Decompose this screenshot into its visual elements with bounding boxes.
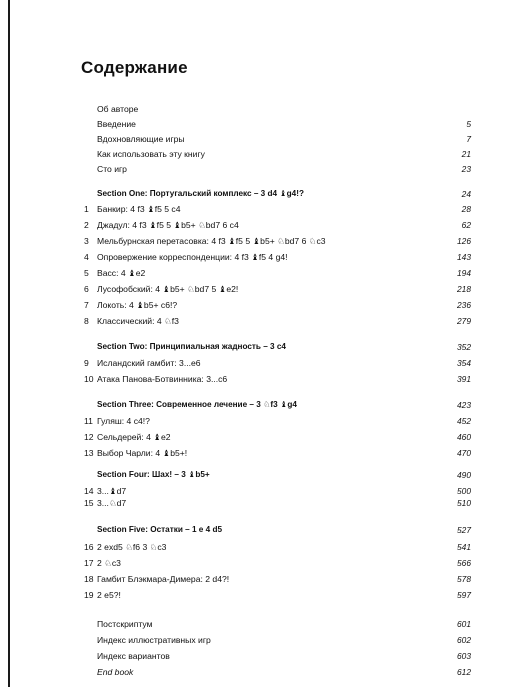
toc-entry-number: 19 — [84, 590, 94, 600]
toc-entry — [0, 617, 527, 631]
toc-entry-page: 460 — [457, 432, 471, 442]
toc-entry-title: Section Two: Принципиальная жадность – 3 c4 — [97, 342, 286, 351]
toc-entry-page: 578 — [457, 574, 471, 584]
toc-entry — [0, 298, 527, 312]
toc-entry-title: Постскриптум — [97, 619, 153, 629]
toc-entry-page: 527 — [457, 525, 471, 535]
toc-entry-title: Локоть: 4 ♝b5+ c6!? — [97, 300, 178, 310]
toc-entry-title: Лусофобский: 4 ♝b5+ ♘bd7 5 ♝e2! — [97, 284, 239, 294]
toc-entry-page: 279 — [457, 316, 471, 326]
toc-entry — [0, 446, 527, 460]
toc-entry — [0, 496, 527, 510]
toc-entry — [0, 414, 527, 428]
toc-entry-title: Выбор Чарли: 4 ♝b5+! — [97, 448, 188, 458]
toc-entry-number: 16 — [84, 542, 94, 552]
toc-entry — [0, 540, 527, 554]
toc-entry-title: Исландский гамбит: 3...e6 — [97, 358, 201, 368]
toc-entry-page: 7 — [466, 134, 471, 144]
toc-section-row — [0, 187, 527, 201]
toc-entry — [0, 572, 527, 586]
toc-entry-page: 218 — [457, 284, 471, 294]
toc-entry-page: 352 — [457, 342, 471, 352]
toc-section-row — [0, 340, 527, 354]
toc-entry-page: 5 — [466, 119, 471, 129]
toc-section-row — [0, 398, 527, 412]
toc-entry — [0, 102, 527, 116]
toc-entry-title: Введение — [97, 119, 136, 129]
toc-entry — [0, 132, 527, 146]
toc-entry-page: 597 — [457, 590, 471, 600]
toc-entry-page: 490 — [457, 470, 471, 480]
toc-entry — [0, 266, 527, 280]
toc-entry-number: 11 — [84, 416, 93, 426]
toc-entry-title: Сто игр — [97, 164, 127, 174]
toc-entry-number: 13 — [84, 448, 94, 458]
toc-entry-page: 566 — [457, 558, 471, 568]
toc-entry — [0, 147, 527, 161]
toc-entry-number: 17 — [84, 558, 94, 568]
toc-entry — [0, 314, 527, 328]
toc-entry — [0, 665, 527, 679]
toc-entry-title: Джадул: 4 f3 ♝f5 5 ♝b5+ ♘bd7 6 c4 — [97, 220, 239, 230]
toc-entry-title: 2 ♘c3 — [97, 558, 121, 568]
toc-entry-page: 391 — [457, 374, 471, 384]
toc-entry-page: 452 — [457, 416, 471, 426]
toc-entry-number: 9 — [84, 358, 89, 368]
toc-entry-title: 2 e5?! — [97, 590, 121, 600]
toc-entry-title: 2 exd5 ♘f6 3 ♘c3 — [97, 542, 167, 552]
toc-entry-number: 8 — [84, 316, 89, 326]
toc-entry-page: 423 — [457, 400, 471, 410]
toc-entry — [0, 649, 527, 663]
toc-entry — [0, 202, 527, 216]
toc-entry — [0, 556, 527, 570]
toc-entry-page: 603 — [457, 651, 471, 661]
toc-entry-title: 3...♝d7 — [97, 486, 127, 496]
toc-entry-page: 510 — [457, 498, 471, 508]
toc-entry — [0, 588, 527, 602]
toc-entry — [0, 430, 527, 444]
toc-entry-number: 4 — [84, 252, 89, 262]
toc-entry-title: Как использовать эту книгу — [97, 149, 205, 159]
toc-entry-page: 143 — [457, 252, 471, 262]
toc-entry-title: Section Four: Шах! – 3 ♝b5+ — [97, 470, 210, 479]
toc-entry-number: 6 — [84, 284, 89, 294]
toc-entry-page: 28 — [461, 204, 471, 214]
toc-entry-page: 24 — [461, 189, 471, 199]
toc-entry-page: 236 — [457, 300, 471, 310]
toc-entry-page: 354 — [457, 358, 471, 368]
toc-entry-number: 18 — [84, 574, 94, 584]
toc-entry-title: 3...♘d7 — [97, 498, 127, 508]
toc-entry-title: Индекс вариантов — [97, 651, 170, 661]
toc-entry-number: 2 — [84, 220, 89, 230]
toc-entry-page: 612 — [457, 667, 471, 677]
toc-section-row — [0, 468, 527, 482]
toc-entry-title: Вдохновляющие игры — [97, 134, 185, 144]
toc-entry-number: 3 — [84, 236, 89, 246]
toc-entry-number: 1 — [84, 204, 89, 214]
toc-entry-title: Сельдерей: 4 ♝e2 — [97, 432, 171, 442]
toc-entry-title: Section Three: Современное лечение – 3 ♘f3 ♝g4 — [97, 400, 297, 409]
toc-entry — [0, 234, 527, 248]
toc-entry — [0, 218, 527, 232]
toc-entry-number: 14 — [84, 486, 94, 496]
toc-entry-number: 7 — [84, 300, 89, 310]
toc-entry-page: 21 — [461, 149, 471, 159]
toc-entry-title: Section Five: Остатки – 1 e 4 d5 — [97, 525, 222, 534]
toc-entry-page: 500 — [457, 486, 471, 496]
toc-entry-title: Классический: 4 ♘f3 — [97, 316, 179, 326]
toc-entry — [0, 162, 527, 176]
toc-entry-page: 602 — [457, 635, 471, 645]
toc-entry-title: Об авторе — [97, 104, 139, 114]
toc-entry — [0, 250, 527, 264]
toc-entry-title: Индекс иллюстративных игр — [97, 635, 211, 645]
toc-entry — [0, 356, 527, 370]
toc-entry-number: 12 — [84, 432, 94, 442]
toc-entry — [0, 633, 527, 647]
toc-entry-title: End book — [97, 667, 134, 677]
toc-entry-page: 126 — [457, 236, 471, 246]
toc-entry-page: 470 — [457, 448, 471, 458]
toc-entry-number: 10 — [84, 374, 94, 384]
page-title: Содержание — [81, 58, 188, 77]
toc-entry-page: 601 — [457, 619, 471, 629]
toc-entry — [0, 117, 527, 131]
toc-entry — [0, 282, 527, 296]
toc-entry-title: Мельбурнская перетасовка: 4 f3 ♝f5 5 ♝b5+ ♘bd7 6 ♘c3 — [97, 236, 326, 246]
toc-entry-page: 541 — [457, 542, 471, 552]
toc-entry-title: Банкир: 4 f3 ♝f5 5 c4 — [97, 204, 181, 214]
toc-entry-page: 62 — [461, 220, 471, 230]
toc-entry — [0, 372, 527, 386]
toc-entry-title: Section One: Португальский комплекс – 3 d4 ♝g4!? — [97, 189, 304, 198]
toc-entry-title: Опровержение корреспонденции: 4 f3 ♝f5 4 g4! — [97, 252, 288, 262]
toc-entry-page: 194 — [457, 268, 471, 278]
toc-entry-title: Атака Панова-Ботвинника: 3...c6 — [97, 374, 228, 384]
toc-entry-page: 23 — [461, 164, 471, 174]
toc-entry-title: Гуляш: 4 c4!? — [97, 416, 150, 426]
toc-entry-title: Гамбит Блэкмара-Димера: 2 d4?! — [97, 574, 230, 584]
toc-section-row — [0, 523, 527, 537]
toc-entry-number: 5 — [84, 268, 89, 278]
toc-entry-number: 15 — [84, 498, 94, 508]
toc-entry-title: Васс: 4 ♝e2 — [97, 268, 146, 278]
